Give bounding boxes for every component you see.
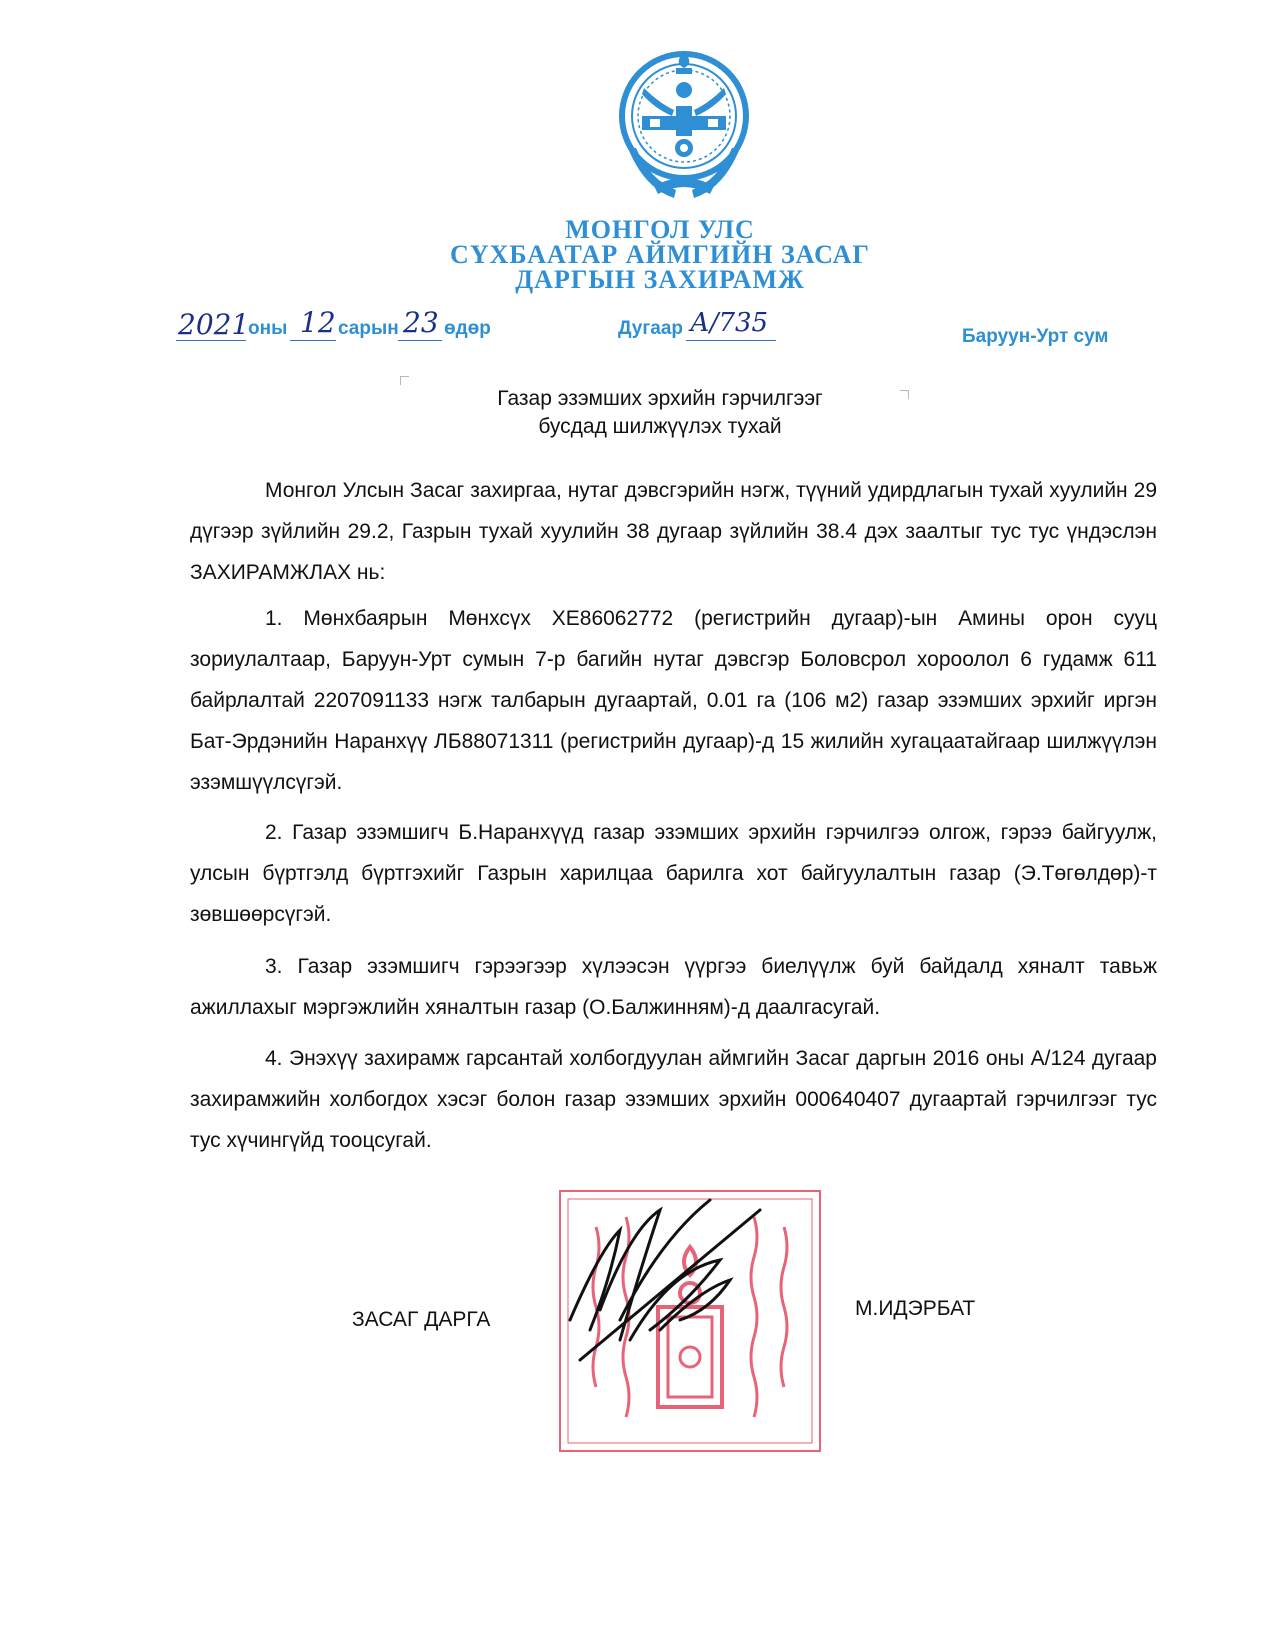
body-item-4 xyxy=(190,1038,1157,1161)
header-doc-type: ДАРГЫН ЗАХИРАМЖ xyxy=(515,265,805,294)
number-label: Дугаар xyxy=(618,318,683,339)
body-item-1-text: 1. Мөнхбаярын Мөнхсүх ХЕ86062772 (регистрийн дугаар)-ын Амины орон сууц зориулалтаар, Баруун-Урт сумын 7-р багийн нутаг дэвсгэр Боловсрол хороолол 6 гудамж 611 байрлалтай 2207091133 нэгж талбарын дугаартай, 0.01 га (106 м2) газар эзэмших эрхийг иргэн Бат-Эрдэнийн Наранхүү ЛБ88071311 (регистрийн дугаар)-д 15 жилийн хугацаатайгаар шилжүүлэн эзэмшүүлсүгэй. xyxy=(190,607,1157,794)
body-item-3 xyxy=(190,946,1157,1028)
date-year: 2021 xyxy=(178,308,250,341)
date-month: 12 xyxy=(300,306,336,339)
body-item-2 xyxy=(190,812,1157,935)
state-emblem-icon xyxy=(614,48,754,204)
date-day-suffix: өдөр xyxy=(444,318,491,339)
date-month-underline xyxy=(290,340,336,341)
date-year-suffix: оны xyxy=(248,318,288,339)
number-underline xyxy=(686,340,776,341)
date-year-underline xyxy=(176,340,246,341)
doc-title-line1: Газар эзэмших эрхийн гэрчилгээг xyxy=(497,387,823,410)
number-value: А/735 xyxy=(690,308,769,338)
date-day-underline xyxy=(398,340,442,341)
date-day: 23 xyxy=(403,306,439,339)
signatory-position: ЗАСАГ ДАРГА xyxy=(352,1308,491,1331)
body-item-1 xyxy=(190,598,1157,803)
location: Баруун-Урт сум xyxy=(962,326,1109,347)
body-item-3-text: 3. Газар эзэмшигч гэрээгээр хүлээсэн үүргээ биелүүлж буй байдалд хяналт тавьж ажиллахыг мэргэжлийн хяналтын газар (О.Балжинням)-д даалгасугай. xyxy=(190,955,1157,1019)
header-country: МОНГОЛ УЛС xyxy=(565,215,755,244)
signatory-name: М.ИДЭРБАТ xyxy=(855,1297,976,1320)
handwritten-signature xyxy=(560,1190,790,1420)
body-intro-text: Монгол Улсын Засаг захиргаа, нутаг дэвсгэрийн нэгж, түүний удирдлагын тухай хуулийн 29 дүгээр зүйлийн 29.2, Газрын тухай хуулийн 38 дугаар зүйлийн 38.4 дэх заалтыг тус тус үндэслэн ЗАХИРАМЖЛАХ нь: xyxy=(190,479,1157,584)
body-intro xyxy=(190,470,1157,593)
doc-title-line2: бусдад шилжүүлэх тухай xyxy=(538,415,782,438)
body-item-4-text: 4. Энэхүү захирамж гарсантай холбогдуулан аймгийн Засаг даргын 2016 оны А/124 дугаар захирамжийн холбогдох хэсэг болон газар эзэмших эрхийн 000640407 дугаартай гэрчилгээг тус тус хүчингүйд тооцсугай. xyxy=(190,1047,1157,1152)
body-item-2-text: 2. Газар эзэмшигч Б.Наранхүүд газар эзэмших эрхийн гэрчилгээ олгож, гэрээ байгуулж, улсын бүртгэлд бүртгэхийг Газрын харилцаа барилга хот байгуулалтын газар (Э.Төгөлдөр)-т зөвшөөрсүгэй. xyxy=(190,821,1157,926)
date-month-suffix: сарын xyxy=(338,318,399,339)
header-office: СҮХБААТАР АЙМГИЙН ЗАСАГ xyxy=(450,240,870,269)
